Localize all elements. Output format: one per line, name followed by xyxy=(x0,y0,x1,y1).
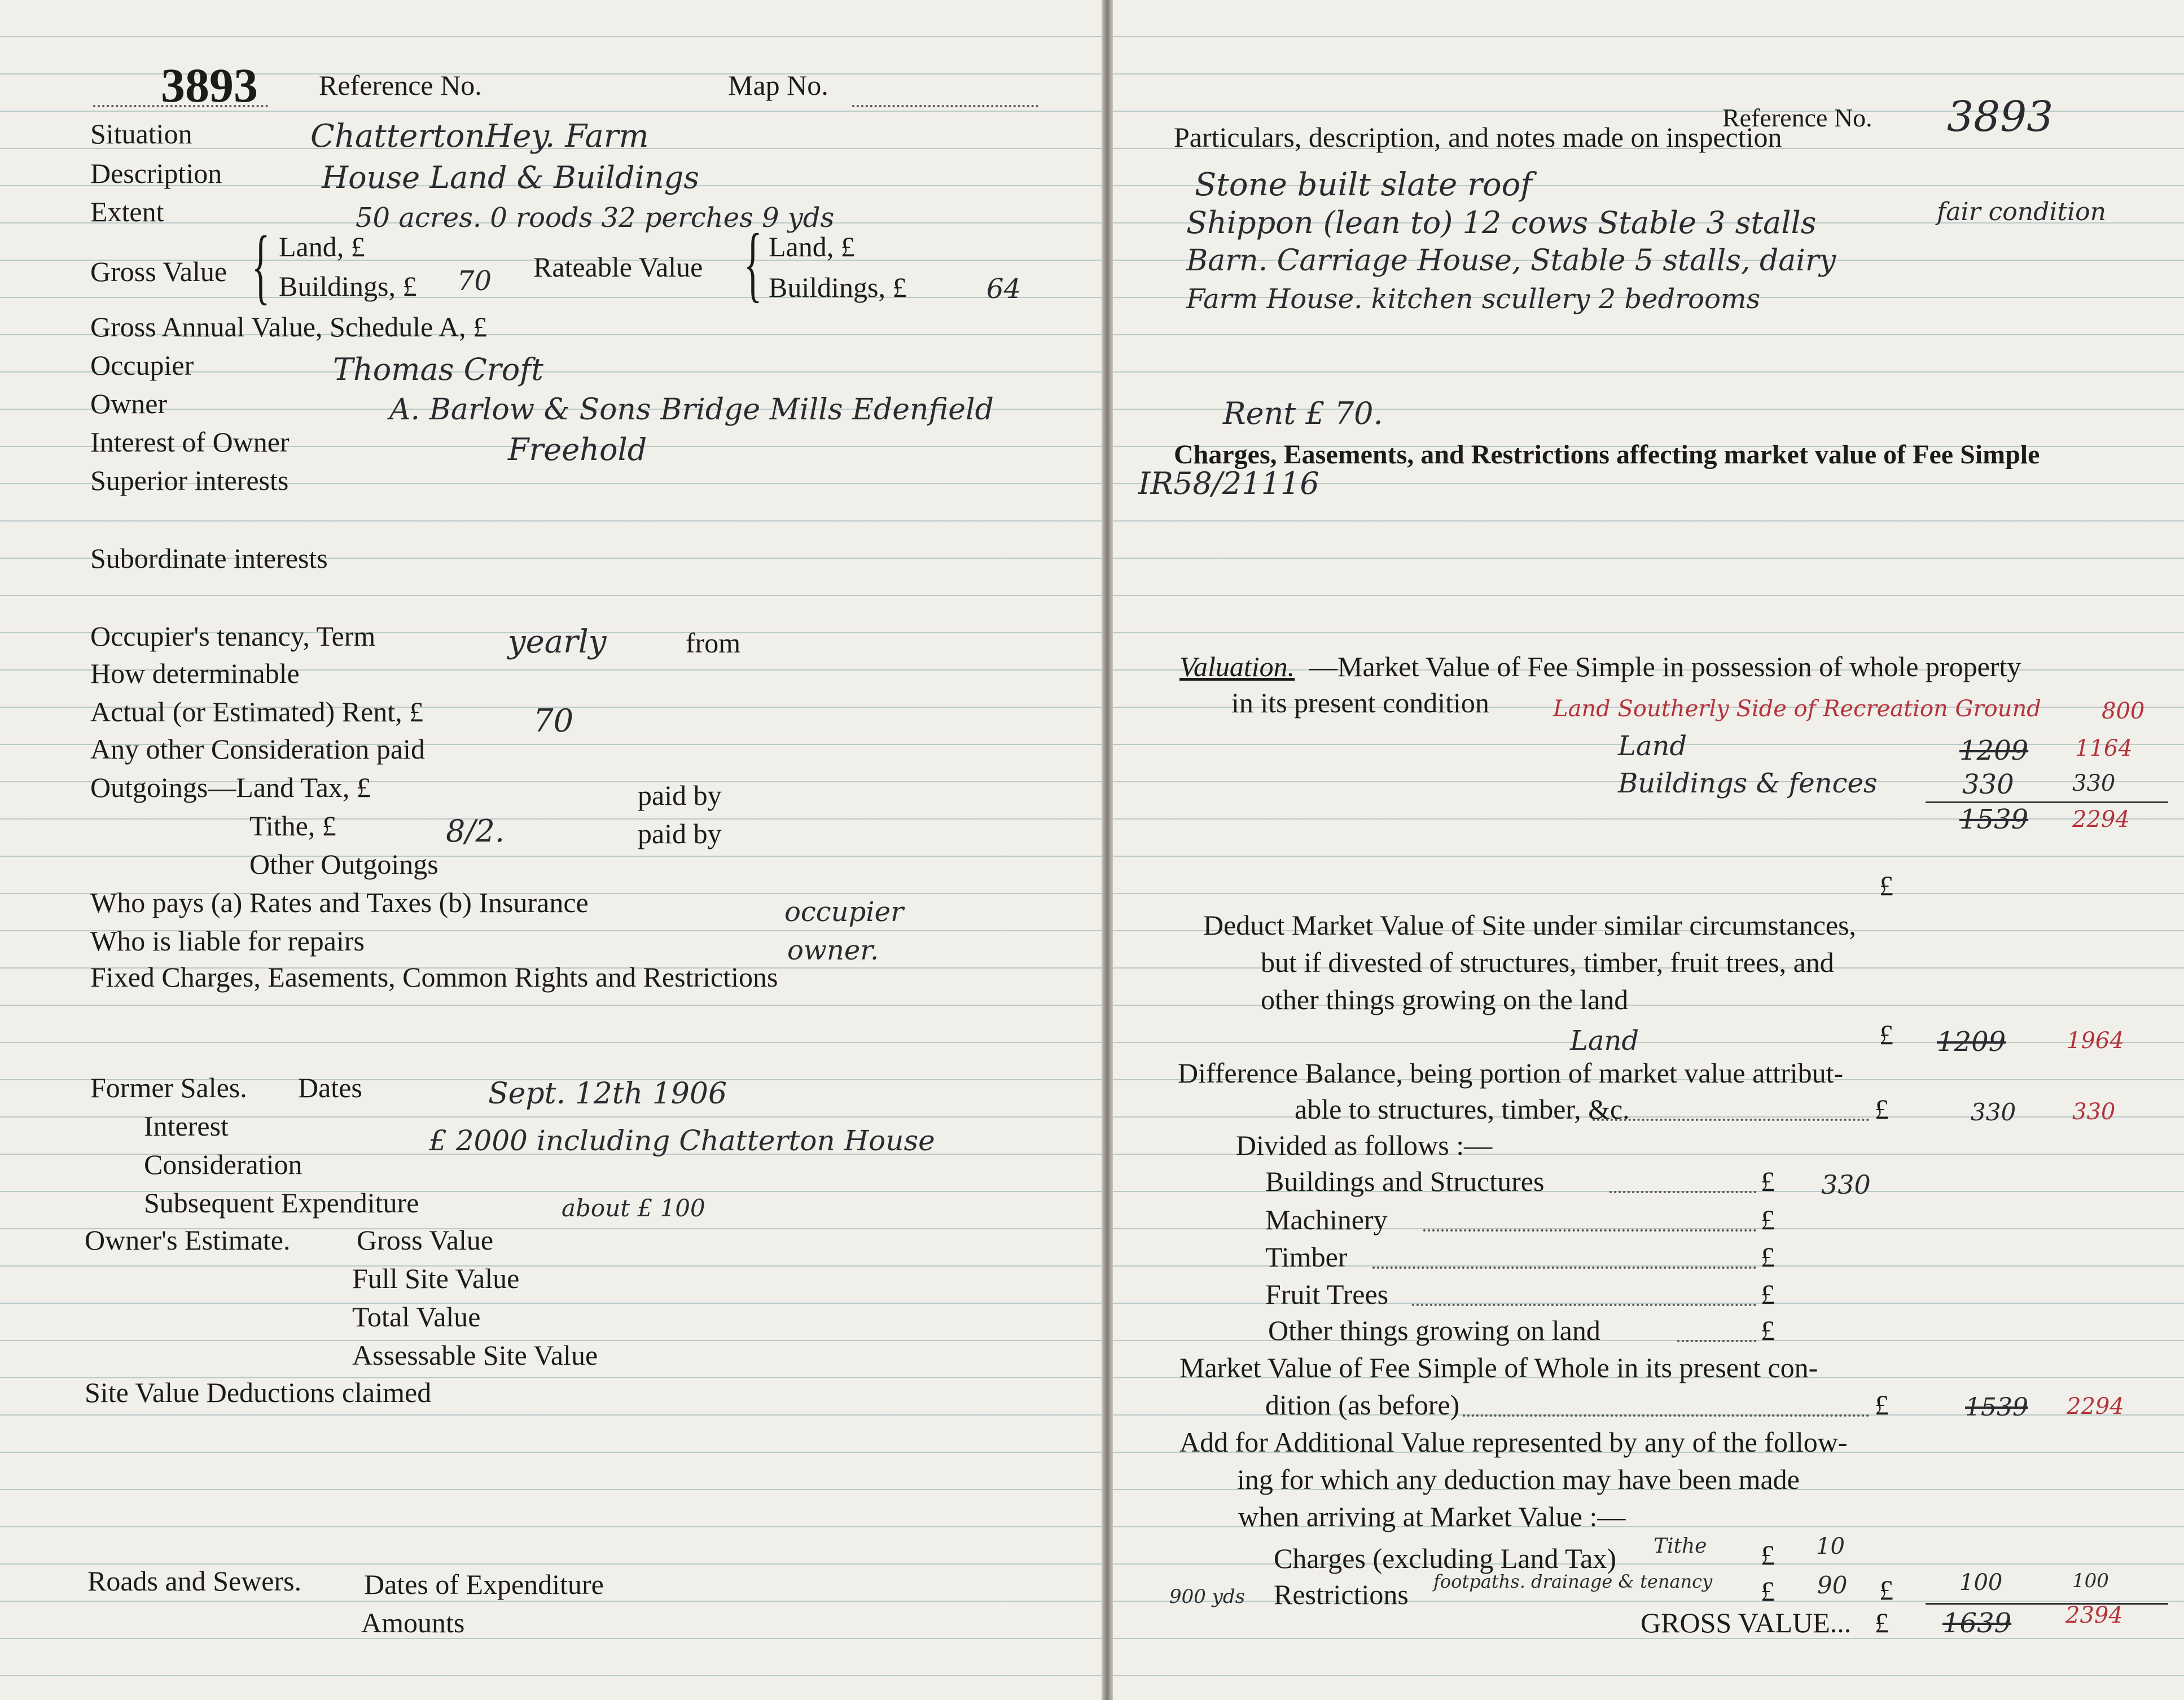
buildings-old: 330 xyxy=(1962,769,2014,800)
pound-sign: £ xyxy=(1875,1389,1889,1421)
tithe-value: 8/2. xyxy=(446,813,505,849)
roads-label: Roads and Sewers. xyxy=(87,1565,302,1597)
note-line-4: Farm House. kitchen scullery 2 bedrooms xyxy=(1186,283,1761,315)
owner-label: Owner xyxy=(90,388,168,419)
deduct-line-3: other things growing on the land xyxy=(1261,984,1629,1015)
outgoings-label: Outgoings—Land Tax, £ xyxy=(90,772,371,803)
note-line-2: Shippon (lean to) 12 cows Stable 3 stalls xyxy=(1186,205,1817,240)
restrictions-old: 100 xyxy=(1959,1570,2003,1596)
restrictions-new: 100 xyxy=(2072,1570,2109,1592)
reference-label: Reference No. xyxy=(319,69,482,101)
land-new: 1164 xyxy=(2075,735,2133,761)
owners-estimate-label: Owner's Estimate. xyxy=(85,1224,291,1256)
fruit-trees-label: Fruit Trees xyxy=(1265,1278,1389,1310)
consideration-label: Any other Consideration paid xyxy=(90,733,425,765)
buildings-word: Buildings & fences xyxy=(1618,768,1878,799)
brace: { xyxy=(252,219,270,313)
site-deductions-label: Site Value Deductions claimed xyxy=(85,1377,432,1408)
extent-label: Extent xyxy=(90,196,164,227)
land-old: 1209 xyxy=(1959,735,2029,766)
mv-whole-old: 1539 xyxy=(1965,1393,2028,1422)
tithe-label: Tithe, £ xyxy=(249,810,336,842)
assessable-label: Assessable Site Value xyxy=(352,1339,598,1371)
gross-buildings-label: Buildings, £ xyxy=(279,270,417,302)
dotted-line xyxy=(1412,1304,1756,1306)
mv-whole-line-2: dition (as before) xyxy=(1265,1389,1460,1421)
difference-line-1: Difference Balance, being portion of market value attribut- xyxy=(1178,1057,1844,1089)
particulars-label: Particulars, description, and notes made on inspection xyxy=(1174,121,1782,153)
description-value: House Land & Buildings xyxy=(322,160,699,195)
full-site-label: Full Site Value xyxy=(352,1263,520,1294)
rent-label: Actual (or Estimated) Rent, £ xyxy=(90,696,424,728)
occupier-value: Thomas Croft xyxy=(333,352,543,387)
repairs-value: owner. xyxy=(787,935,879,966)
reference-number: 3893 xyxy=(161,58,258,112)
dotted-line xyxy=(93,105,268,107)
charges-note: IR58/21116 xyxy=(1138,466,1319,501)
gross-value-label: Gross Value xyxy=(90,256,227,287)
add-line-1: Add for Additional Value represented by any of the follow- xyxy=(1179,1426,1848,1458)
buildings-structures-label: Buildings and Structures xyxy=(1265,1166,1545,1197)
condition-note: fair condition xyxy=(1937,198,2106,226)
repairs-label: Who is liable for repairs xyxy=(90,925,365,957)
pound-sign: £ xyxy=(1879,1019,1893,1050)
former-sales-label: Former Sales. xyxy=(90,1072,247,1103)
deduct-line-1: Deduct Market Value of Site under similar circumstances, xyxy=(1203,909,1857,941)
other-growing-label: Other things growing on land xyxy=(1268,1315,1600,1346)
gross-old: 1639 xyxy=(1942,1607,2012,1639)
map-label: Map No. xyxy=(728,69,828,101)
timber-label: Timber xyxy=(1265,1241,1348,1273)
interest-value: Freehold xyxy=(508,432,647,467)
deduct-old: 1209 xyxy=(1937,1026,2006,1058)
difference-new: 330 xyxy=(2072,1099,2116,1125)
gross-buildings-value: 70 xyxy=(457,265,492,297)
other-outgoings-label: Other Outgoings xyxy=(249,848,438,880)
right-reference-label: Reference No. xyxy=(1722,103,1872,132)
tenancy-value: yearly xyxy=(508,624,607,660)
machinery-label: Machinery xyxy=(1265,1204,1388,1235)
restrictions-label: Restrictions xyxy=(1274,1579,1409,1610)
fixed-charges-label: Fixed Charges, Easements, Common Rights and Restrictions xyxy=(90,961,778,993)
dotted-line xyxy=(1372,1267,1756,1269)
rateable-value-label: Rateable Value xyxy=(533,251,703,283)
schedule-a-label: Gross Annual Value, Schedule A, £ xyxy=(90,311,488,343)
restrictions-prefix: 900 yds xyxy=(1169,1585,1246,1608)
owner-value: A. Barlow & Sons Bridge Mills Edenfield xyxy=(389,393,994,427)
pound-sign: £ xyxy=(1761,1315,1775,1346)
charges-excl-note: Tithe xyxy=(1654,1535,1707,1558)
gross-land-label: Land, £ xyxy=(279,231,365,262)
total-value-label: Total Value xyxy=(352,1301,481,1333)
deduct-new: 1964 xyxy=(2067,1028,2124,1054)
note-line-1: Stone built slate roof xyxy=(1195,167,1533,203)
gross-total-rule xyxy=(1926,1603,2168,1605)
consideration-sale-label: Consideration xyxy=(144,1149,302,1180)
total-old: 1539 xyxy=(1959,804,2029,835)
valuation-text-1: —Market Value of Fee Simple in possession of whole property xyxy=(1309,651,2021,682)
red-note: Land Southerly Side of Recreation Ground xyxy=(1553,696,2041,722)
dotted-line xyxy=(1423,1229,1756,1232)
mv-whole-line-1: Market Value of Fee Simple of Whole in its present con- xyxy=(1179,1352,1818,1383)
add-line-2: ing for which any deduction may have been made xyxy=(1237,1464,1800,1495)
gross-value-label: GROSS VALUE... xyxy=(1641,1607,1852,1638)
gross-new: 2394 xyxy=(2065,1602,2123,1628)
situation-value: ChattertonHey. Farm xyxy=(310,118,649,155)
rateable-land-label: Land, £ xyxy=(769,231,855,262)
subsequent-label: Subsequent Expenditure xyxy=(144,1187,419,1219)
charges-excl-label: Charges (excluding Land Tax) xyxy=(1274,1543,1616,1574)
add-line-3: when arriving at Market Value :— xyxy=(1238,1501,1626,1532)
restrictions-value: 90 xyxy=(1817,1571,1848,1599)
valuation-text-2: in its present condition xyxy=(1231,687,1489,718)
situation-label: Situation xyxy=(90,118,192,150)
right-reference-number: 3893 xyxy=(1947,93,2054,141)
subsequent-value: about £ 100 xyxy=(562,1194,705,1222)
pound-sign: £ xyxy=(1761,1166,1775,1197)
from-label: from xyxy=(686,627,741,659)
book-gutter xyxy=(1102,0,1113,1700)
amounts-label: Amounts xyxy=(361,1607,465,1638)
rent-value: 70 xyxy=(533,703,574,739)
charges-label: Charges, Easements, and Restrictions affecting market value of Fee Simple xyxy=(1174,440,2040,470)
deduct-line-2: but if divested of structures, timber, fruit trees, and xyxy=(1261,947,1834,978)
consideration-sale-value: £ 2000 including Chatterton House xyxy=(429,1124,935,1157)
who-pays-label: Who pays (a) Rates and Taxes (b) Insurance xyxy=(90,887,589,918)
pound-sign: £ xyxy=(1761,1575,1775,1607)
mv-whole-new: 2294 xyxy=(2067,1394,2124,1419)
difference-line-2: able to structures, timber, &c. xyxy=(1295,1093,1630,1125)
pound-sign: £ xyxy=(1761,1278,1775,1310)
subordinate-label: Subordinate interests xyxy=(90,542,328,574)
brace: { xyxy=(744,217,762,310)
sale-date-value: Sept. 12th 1906 xyxy=(488,1077,727,1111)
land-word: Land xyxy=(1618,730,1687,762)
pound-sign: £ xyxy=(1875,1093,1889,1125)
pound-sign: £ xyxy=(1879,870,1893,901)
determinable-label: How determinable xyxy=(90,658,300,689)
rent-note: Rent £ 70. xyxy=(1223,396,1383,431)
valuation-label: Valuation. xyxy=(1179,651,1295,682)
occupier-label: Occupier xyxy=(90,349,194,381)
dotted-line xyxy=(1677,1340,1756,1342)
paid-by-label-2: paid by xyxy=(638,818,722,849)
charges-excl-value: 10 xyxy=(1816,1533,1845,1559)
dates-label: Dates xyxy=(298,1072,362,1103)
interest-label: Interest of Owner xyxy=(90,426,290,458)
difference-old: 330 xyxy=(1971,1098,2016,1126)
buildings-new: 330 xyxy=(2072,770,2116,796)
red-note-value: 800 xyxy=(2102,698,2145,724)
who-pays-value: occupier xyxy=(784,896,904,928)
restrictions-note: footpaths. drainage & tenancy xyxy=(1433,1571,1713,1592)
description-label: Description xyxy=(90,157,222,189)
pound-sign: £ xyxy=(1761,1539,1775,1571)
dotted-line xyxy=(1610,1191,1756,1193)
pound-sign: £ xyxy=(1879,1574,1893,1606)
deduct-land-word: Land xyxy=(1570,1025,1639,1057)
rateable-buildings-value: 64 xyxy=(986,273,1021,305)
dotted-line xyxy=(1463,1414,1869,1417)
expenditure-dates-label: Dates of Expenditure xyxy=(364,1568,604,1600)
divided-label: Divided as follows :— xyxy=(1236,1129,1493,1161)
right-page xyxy=(1113,0,2184,1700)
superior-label: Superior interests xyxy=(90,465,289,496)
rateable-buildings-label: Buildings, £ xyxy=(769,271,907,303)
tenancy-label: Occupier's tenancy, Term xyxy=(90,620,376,652)
pound-sign: £ xyxy=(1761,1204,1775,1235)
total-new: 2294 xyxy=(2072,807,2130,833)
pound-sign: £ xyxy=(1761,1241,1775,1273)
buildings-structures-value: 330 xyxy=(1821,1169,1871,1200)
extent-value: 50 acres. 0 roods 32 perches 9 yds xyxy=(356,202,835,234)
interest-sale-label: Interest xyxy=(144,1110,229,1142)
dotted-line xyxy=(852,105,1038,107)
pound-sign: £ xyxy=(1875,1607,1889,1638)
gross-value-est-label: Gross Value xyxy=(357,1224,494,1256)
note-line-3: Barn. Carriage House, Stable 5 stalls, dairy xyxy=(1186,244,1836,278)
dotted-line xyxy=(1593,1119,1869,1121)
total-rule xyxy=(1926,801,2168,803)
paid-by-label: paid by xyxy=(638,779,722,811)
